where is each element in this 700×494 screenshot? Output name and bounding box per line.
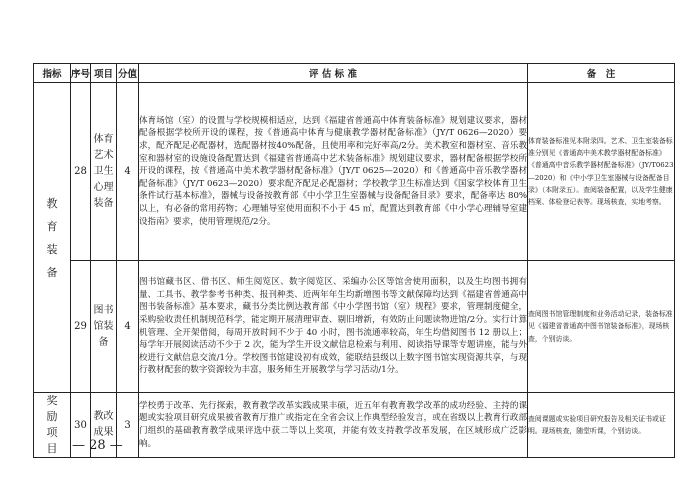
- evaluation-table: [33, 63, 675, 458]
- indicator-cell: [34, 393, 71, 458]
- header-note: 备 注: [528, 64, 675, 83]
- table-row: [34, 393, 675, 458]
- score-cell: 3: [117, 393, 139, 458]
- item-cell: 体育艺术卫生心理装备: [91, 83, 117, 261]
- note-cell: 体育装备标准见本附录四。艺术、卫生室装备标准分别见《普通高中美术教学器材配备标准》《普通高中音乐教学器材配备标准》（JY/T0623—2020）和《中小学卫生室器械与设备配备目录》（本附录五）。查阅装备配置，以及学生健康档案、体检登记表等。现场核查，实地考察。: [528, 83, 675, 261]
- header-standard: 评 估 标 准: [139, 64, 528, 83]
- header-seq: 序号: [71, 64, 91, 83]
- score-cell: 4: [117, 261, 139, 393]
- note-cell: 查阅图书馆管理制度和业务活动记录，装备标准见《福建省普通高中图书馆装备标准》，现场核查，个别访谈。: [528, 261, 675, 393]
- standard-cell: 学校勇于改革、先行探索，教育教学改革实践成果丰硕，近五年有教育教学改革的成功经验、主持的课题或实验项目研究成果被省教育厅推广或指定在全省会议上作典型经验发言，或在省级以上教育行政部门组织的基础教育教学成果评选中获二等以上奖项，并能有效支持教学改革发展，在区域形成广泛影响。: [139, 393, 528, 458]
- seq-cell: 29: [71, 261, 91, 393]
- table-row: [34, 261, 675, 393]
- item-cell: 教改成果: [91, 393, 117, 458]
- header-indicator: 指标: [34, 64, 71, 83]
- item-cell: 图书馆装备: [91, 261, 117, 393]
- indicator-label: 奖励项目: [46, 394, 58, 455]
- indicator-cell: [34, 83, 71, 393]
- seq-cell: 30: [71, 393, 91, 458]
- note-cell: 查阅课题或实验项目研究报告及相关证书或证明。现场核查，随堂听课，个别访谈。: [528, 393, 675, 458]
- standard-cell: 图书馆藏书区、借书区、师生阅览区、数字阅览区、采编办公区等馆舍使用面积，以及生均图书拥有量、工具书、教学参考书种类、报刊种类、近两年年生均新增图书等文献保障均达到《福建省普通高中图书装备标准》基本要求，藏书分类比例达教育部《中小学图书馆（室）规程》要求，管理制度健全，采购验收责任机制规范科学，能定期开展清理审查、剔旧增新，有效防止问题读物进馆/2分。实行计算机管理、全开架借阅，每周开放时间不少于 40 小时，图书流通率较高，年生均借阅图书 12 册以上；每学年开展阅读活动不少于 2 次，能为学生开设文献信息检索与利用、阅读指导课等专题讲座，能与外校进行文献信息交流/1分。学校图书馆建设初有成效，能联结县级以上数字图书馆实现资源共享，与现行教材配套的数字资源较为丰富，服务师生开展教学与学习活动/1分。: [139, 261, 528, 393]
- score-cell: 4: [117, 83, 139, 261]
- page-number: — 28 —: [72, 438, 123, 453]
- table-header-row: [34, 64, 675, 83]
- header-item: 项目: [91, 64, 117, 83]
- standard-cell: 体育场馆（室）的设置与学校规模相适应，达到《福建省普通高中体育装备标准》规划建议要求，器材配备根据学校所开设的课程，按《普通高中体育与健康教学器材配备标准》（JY/T 0626—2020）要求，配齐配足必配器材，选配器材按40%配备，且使用率和完好率高/2分。美术教室和器材室、音乐教室和器材室的设施设备配置达到《福建省普通高中艺术装备标准》规划建议要求，器材配备根据学校所开设的课程，按《普通高中美术教学器材配备标准》（JY/T 0625—2020）和《普通高中音乐教学器材配备标准》（JY/T 0623—2020）要求配齐配足必配器材；学校教学卫生标准达到《国家学校体育卫生条件试行基本标准》，器械与设备按教育部《中小学卫生室器械与设备配备目录》要求，配备率达 80%以上，有必备的常用药物；心理辅导室使用面积不小于 45 ㎡，配置达到教育部《中小学心理辅导室建设指南》要求，使用管理规范/2分。: [139, 83, 528, 261]
- seq-cell: 28: [71, 83, 91, 261]
- table-row: [34, 83, 675, 261]
- header-score: 分值: [117, 64, 139, 83]
- indicator-label: 教育装备: [46, 196, 58, 279]
